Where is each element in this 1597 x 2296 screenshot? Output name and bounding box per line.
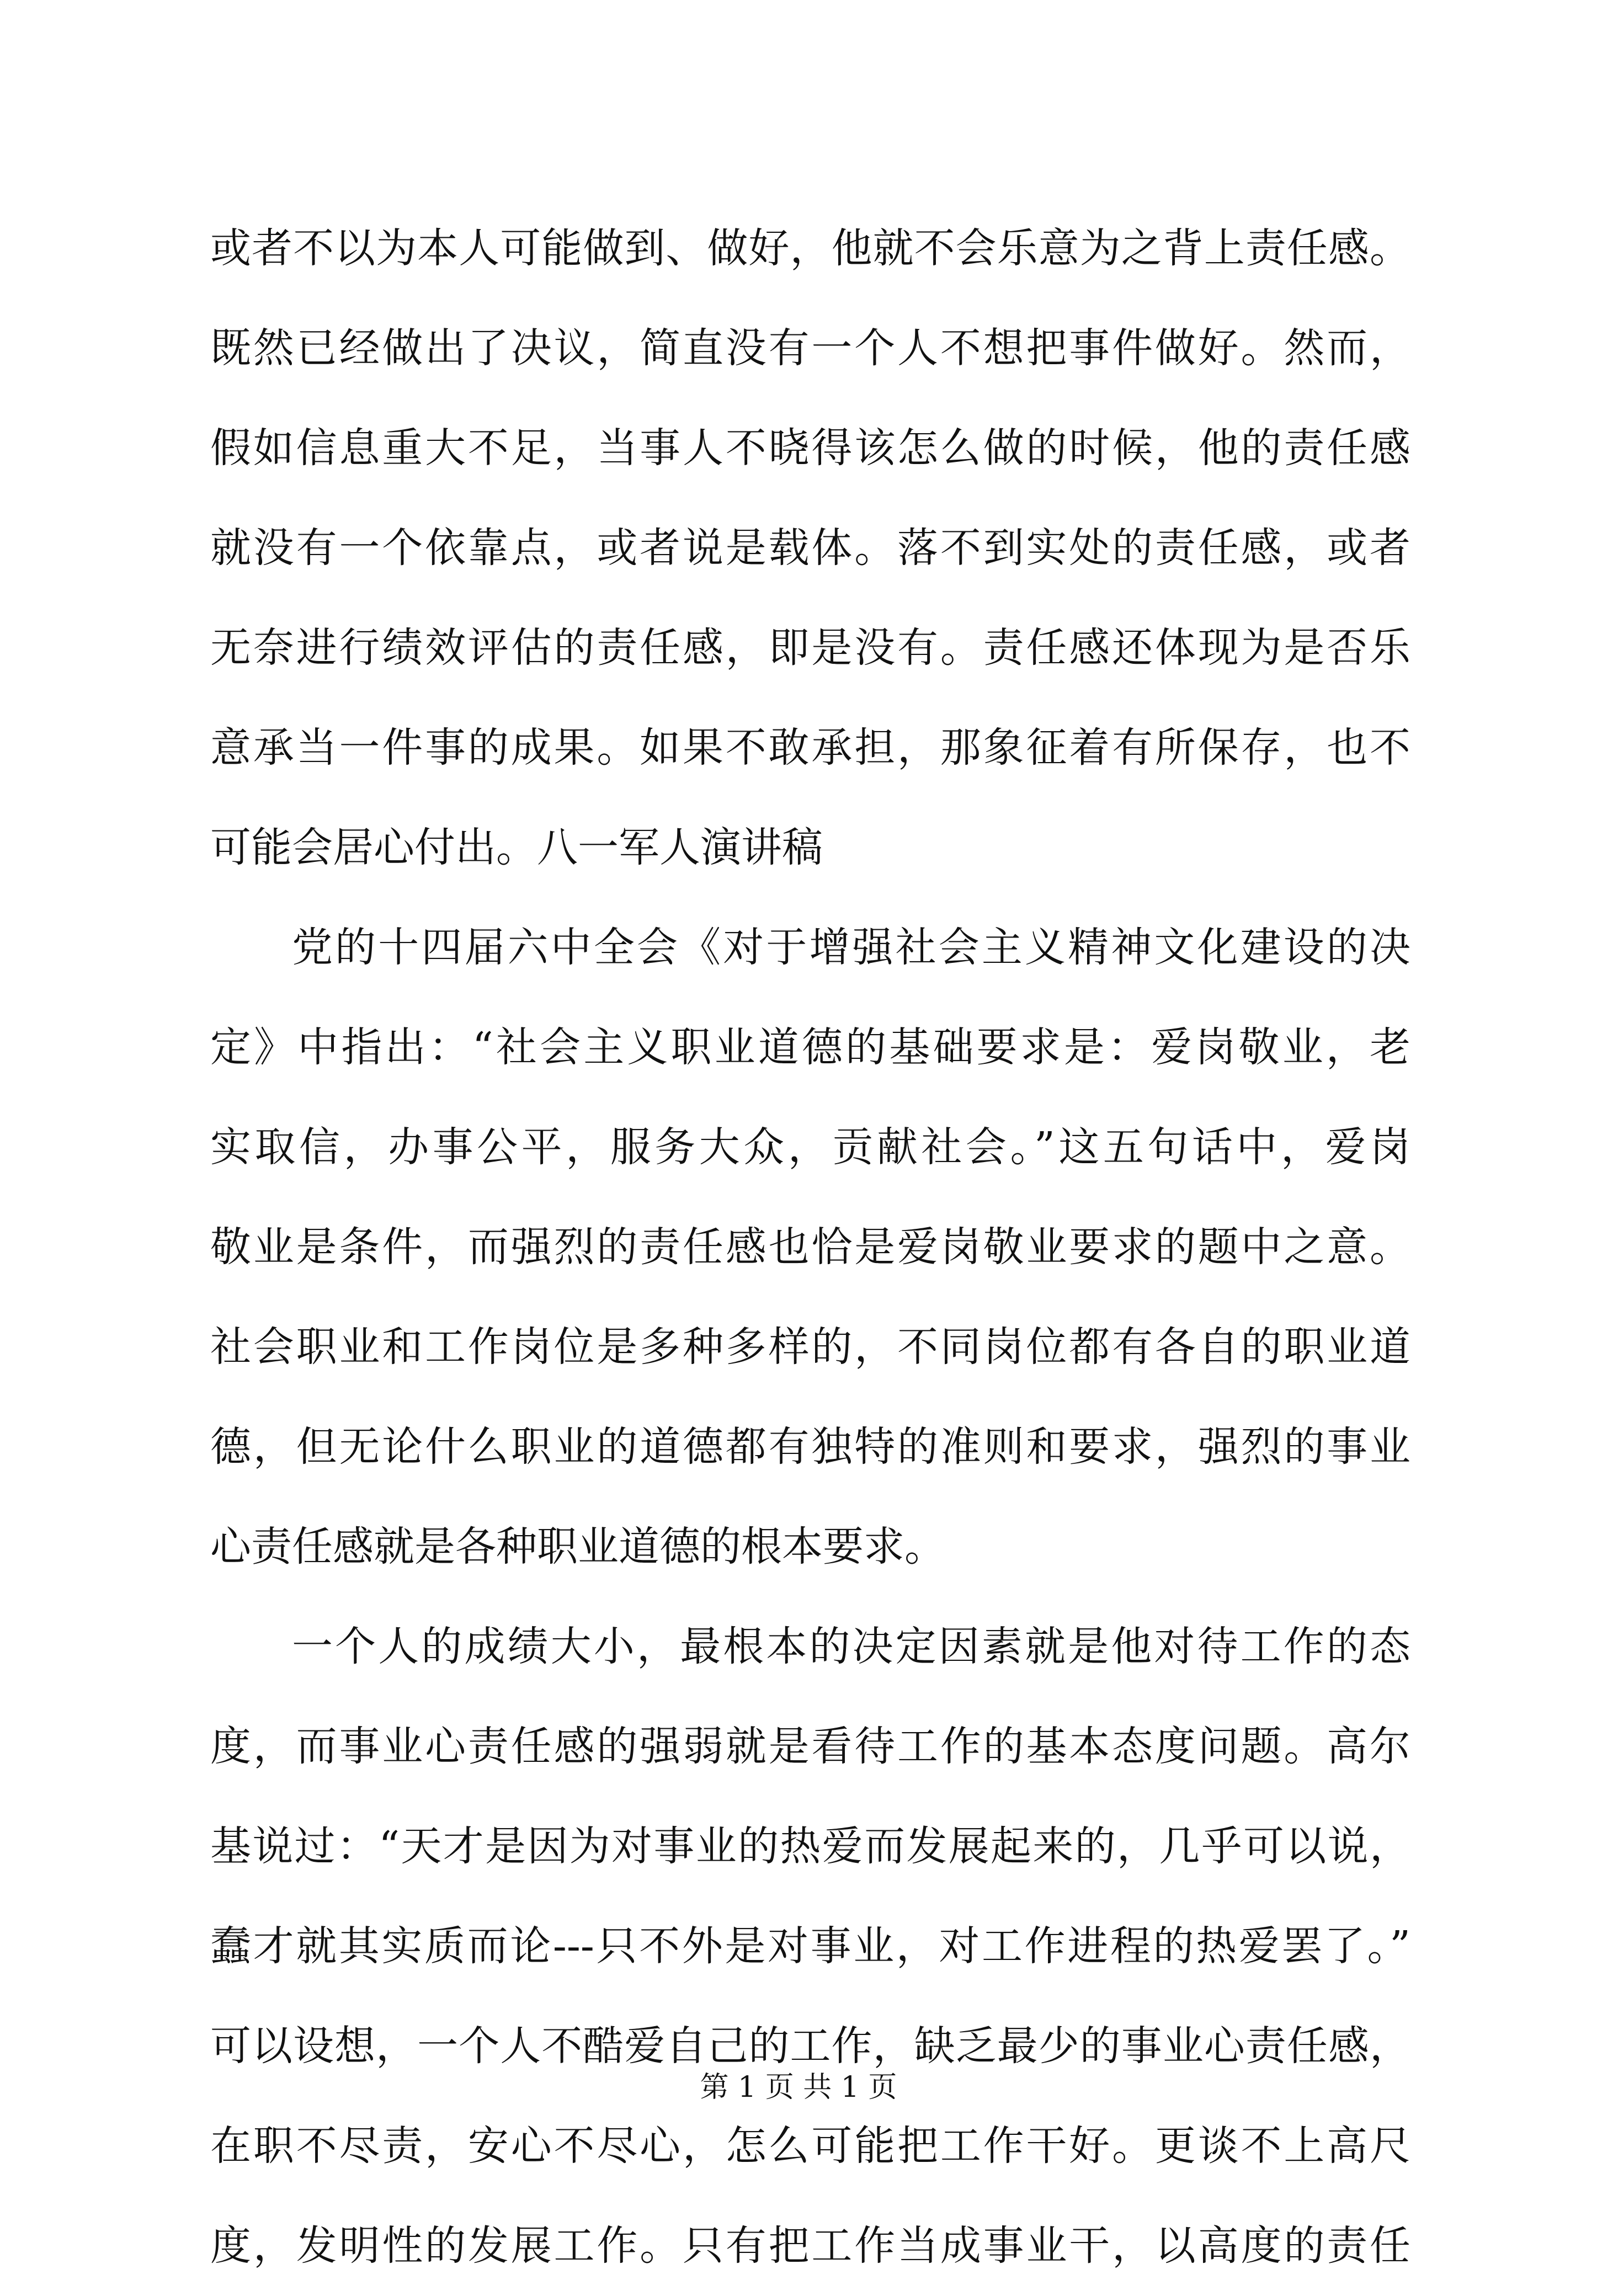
text-line: 就没有一个依靠点，或者说是载体。落不到实处的责任感，或者: [210, 524, 1410, 572]
paragraph-start-line: 党的十四届六中全会《对于增强社会主义精神文化建设的决: [292, 924, 1410, 971]
text-line: 无奈进行绩效评估的责任感，即是没有。责任感还体现为是否乐: [210, 624, 1410, 672]
text-line: 实取信，办事公平，服务大众，贡献社会。”这五句话中，爱岗: [210, 1123, 1410, 1171]
text-line: 蠢才就其实质而论---只不外是对事业，对工作进程的热爱罢了。”: [210, 1922, 1410, 1970]
text-line: 基说过：“天才是因为对事业的热爱而发展起来的，几乎可以说，: [210, 1823, 1410, 1870]
text-line: 度，发明性的发展工作。只有把工作当成事业干，以高度的责任: [210, 2222, 1410, 2270]
text-line: 可以设想，一个人不酷爱自己的工作，缺乏最少的事业心责任感，: [210, 2022, 1410, 2070]
text-line: 定》中指出：“社会主义职业道德的基础要求是：爱岗敬业，老: [210, 1024, 1410, 1071]
page-number-label: 第 1 页 共 1 页: [700, 2071, 897, 2104]
text-line: 在职不尽责，安心不尽心，怎么可能把工作干好。更谈不上高尺: [210, 2122, 1410, 2170]
text-line: 度，而事业心责任感的强弱就是看待工作的基本态度问题。高尔: [210, 1723, 1410, 1770]
page-footer: [0, 2064, 1597, 2105]
text-line: 意承当一件事的成果。如果不敢承担，那象征着有所保存，也不: [210, 724, 1410, 771]
text-line: 社会职业和工作岗位是多种多样的，不同岗位都有各自的职业道: [210, 1323, 1410, 1371]
paragraph-start-line: 一个人的成绩大小，最根本的决定因素就是他对待工作的态: [292, 1623, 1410, 1670]
text-line: 既然已经做出了决议，简直没有一个人不想把事件做好。然而，: [210, 324, 1410, 372]
text-line: 假如信息重大不足，当事人不晓得该怎么做的时候，他的责任感: [210, 424, 1410, 472]
text-line: 敬业是条件，而强烈的责任感也恰是爱岗敬业要求的题中之意。: [210, 1223, 1410, 1271]
text-line: 心责任感就是各种职业道德的根本要求。: [210, 1523, 945, 1570]
text-line: 可能会居心付出。八一军人演讲稿: [210, 824, 823, 871]
body-text: [210, 199, 1410, 2296]
text-line: 或者不以为本人可能做到、做好，他就不会乐意为之背上责任感。: [210, 225, 1410, 272]
text-line: 德，但无论什么职业的道德都有独特的准则和要求，强烈的事业: [210, 1423, 1410, 1471]
